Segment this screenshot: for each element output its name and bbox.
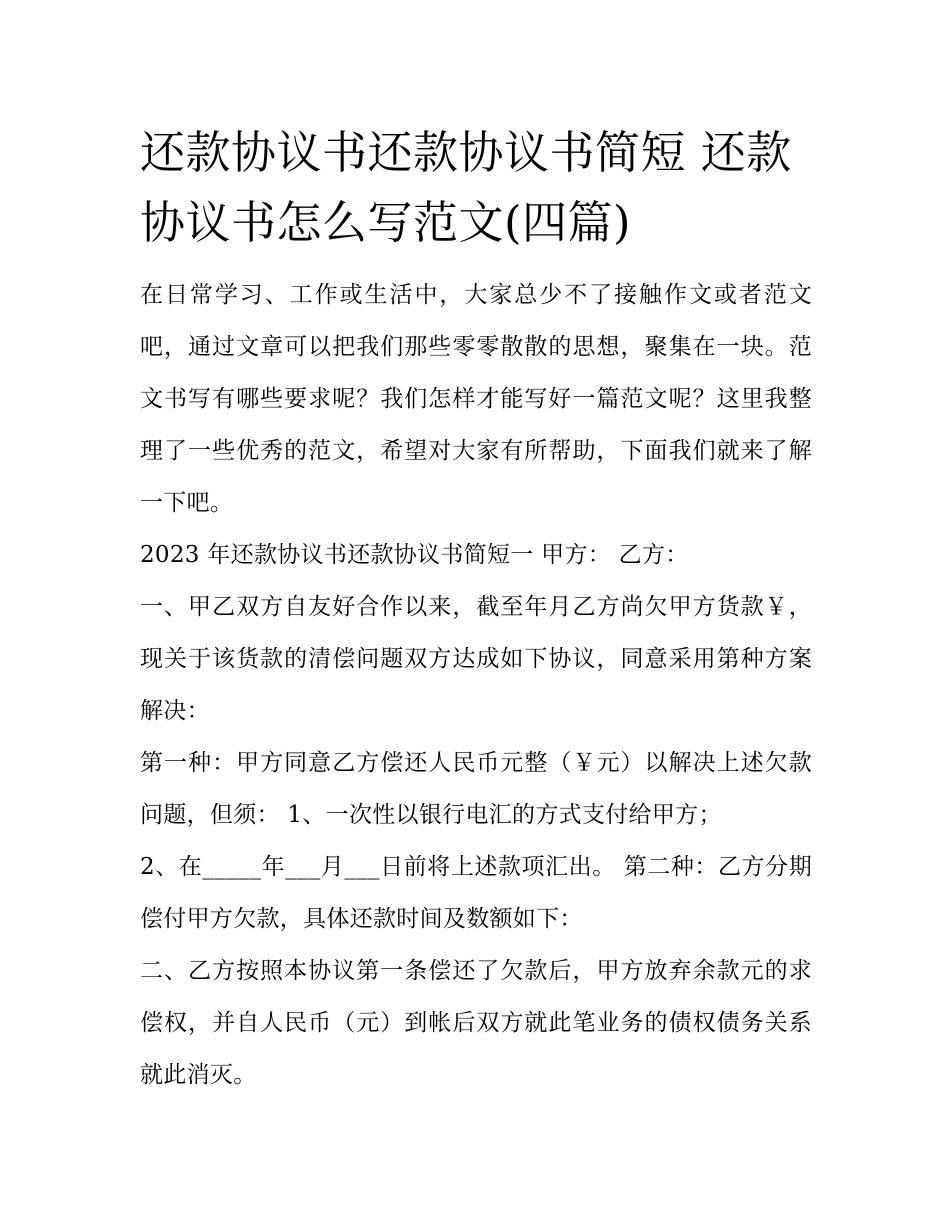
document-page <box>140 118 812 1101</box>
agreement-heading: 2023 年还款协议书还款协议书简短一 甲方： 乙方： <box>140 542 689 568</box>
document-title: 还款协议书还款协议书简短 还款协议书怎么写范文(四篇) <box>140 126 792 249</box>
clause-one: 一、甲乙双方自友好合作以来，截至年月乙方尚欠甲方货款￥，现关于该货款的清偿问题双方达成如下协议，同意采用第种方案解决： <box>140 594 812 724</box>
intro-paragraph: 在日常学习、工作或生活中，大家总少不了接触作文或者范文吧，通过文章可以把我们那些零零散散的思想，聚集在一块。范文书写有哪些要求呢？我们怎样才能写好一篇范文呢？这里我整理了一些优秀的范文，希望对大家有所帮助，下面我们就来了解一下吧。 <box>140 282 812 516</box>
option-one-continued: 2、在_____年___月___日前将上述款项汇出。 第二种：乙方分期偿付甲方欠款，具体还款时间及数额如下： <box>140 854 812 932</box>
option-one: 第一种：甲方同意乙方偿还人民币元整（￥元）以解决上述欠款问题，但须： 1、一次性以银行电汇的方式支付给甲方； <box>140 750 812 828</box>
clause-two: 二、乙方按照本协议第一条偿还了欠款后，甲方放弃余款元的求偿权，并自人民币（元）到帐后双方就此笔业务的债权债务关系就此消灭。 <box>140 958 812 1088</box>
